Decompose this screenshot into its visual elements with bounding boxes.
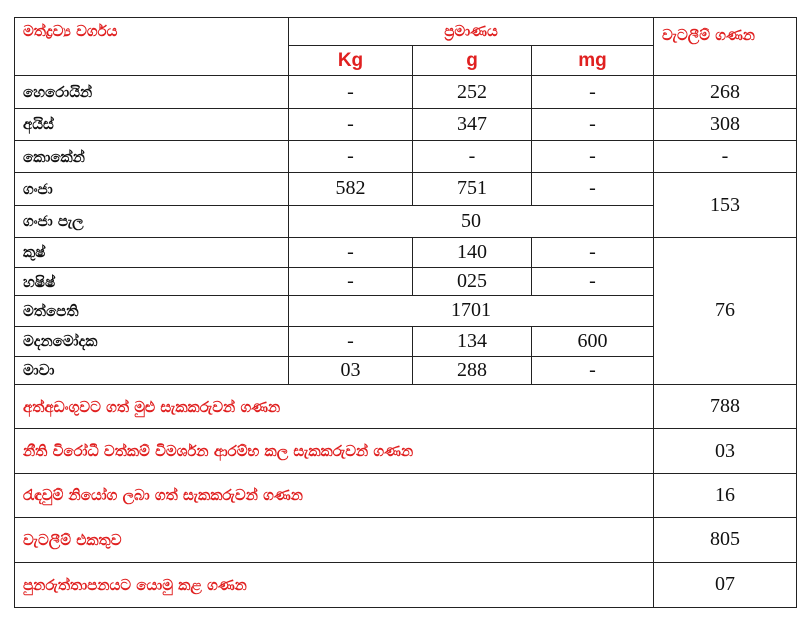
header-drug-type: මත්ද්‍රව්‍ය වර්ගය xyxy=(15,18,289,76)
header-unit-mg: mg xyxy=(532,46,654,76)
summary-label: පුනරුත්තාපනයට යොමු කළ ගණන xyxy=(15,562,654,607)
summary-row xyxy=(15,562,797,607)
summary-value: 07 xyxy=(654,562,797,607)
summary-value: 16 xyxy=(654,473,797,517)
mg-value: - xyxy=(532,141,654,173)
kg-value: - xyxy=(289,237,413,267)
drug-name: කොකේන් xyxy=(15,141,289,173)
kg-value: - xyxy=(289,326,413,356)
kg-value: - xyxy=(289,108,413,140)
summary-value: 788 xyxy=(654,385,797,429)
detection-count: 153 xyxy=(654,173,797,238)
drug-name: මාවා xyxy=(15,356,289,384)
summary-value: 03 xyxy=(654,429,797,473)
drug-name: මත්පෙති xyxy=(15,296,289,326)
g-value: 751 xyxy=(413,173,532,205)
detection-count: 268 xyxy=(654,76,797,108)
summary-row xyxy=(15,429,797,473)
table-row xyxy=(15,108,797,140)
summary-row xyxy=(15,518,797,562)
drug-name: හෙරොයින් xyxy=(15,76,289,108)
mg-value: - xyxy=(532,76,654,108)
mg-value: - xyxy=(532,237,654,267)
merged-quantity-value: 50 xyxy=(289,205,654,237)
drug-seizure-table xyxy=(14,17,797,608)
table-row xyxy=(15,141,797,173)
mg-value: 600 xyxy=(532,326,654,356)
table-row xyxy=(15,76,797,108)
summary-label: වැටලීම් එකතුව xyxy=(15,518,654,562)
drug-name: ගංජා පැල xyxy=(15,205,289,237)
g-value: - xyxy=(413,141,532,173)
drug-name: කුෂ් xyxy=(15,237,289,267)
mg-value: - xyxy=(532,173,654,205)
drug-name: හෂිෂ් xyxy=(15,268,289,296)
kg-value: - xyxy=(289,141,413,173)
merged-quantity-value: 1701 xyxy=(289,296,654,326)
g-value: 347 xyxy=(413,108,532,140)
detection-count: 308 xyxy=(654,108,797,140)
g-value: 288 xyxy=(413,356,532,384)
kg-value: - xyxy=(289,76,413,108)
detection-count: 76 xyxy=(654,237,797,384)
header-quantity: ප්‍රමාණය xyxy=(289,18,654,46)
header-unit-g: g xyxy=(413,46,532,76)
drug-name: අයිස් xyxy=(15,108,289,140)
mg-value: - xyxy=(532,108,654,140)
table-row xyxy=(15,237,797,267)
drug-name: මදනමෝදක xyxy=(15,326,289,356)
kg-value: - xyxy=(289,268,413,296)
header-detections: වැටලීම් ගණන xyxy=(654,18,797,76)
detection-count: - xyxy=(654,141,797,173)
header-unit-kg: Kg xyxy=(289,46,413,76)
summary-label: රැඳවුම් නියෝග ලබා ගත් සැකකරුවන් ගණන xyxy=(15,473,654,517)
mg-value: - xyxy=(532,268,654,296)
summary-row xyxy=(15,473,797,517)
kg-value: 582 xyxy=(289,173,413,205)
g-value: 025 xyxy=(413,268,532,296)
kg-value: 03 xyxy=(289,356,413,384)
drug-name: ගංජා xyxy=(15,173,289,205)
table-row xyxy=(15,173,797,205)
g-value: 134 xyxy=(413,326,532,356)
summary-label: අත්අඩංගුවට ගත් මුළු සැකකරුවන් ගණන xyxy=(15,385,654,429)
mg-value: - xyxy=(532,356,654,384)
g-value: 140 xyxy=(413,237,532,267)
g-value: 252 xyxy=(413,76,532,108)
summary-label: නීති විරෝධී වත්කම් විමර්ශන ආරම්භ කල සැකකරුවන් ගණන xyxy=(15,429,654,473)
summary-row xyxy=(15,385,797,429)
summary-value: 805 xyxy=(654,518,797,562)
